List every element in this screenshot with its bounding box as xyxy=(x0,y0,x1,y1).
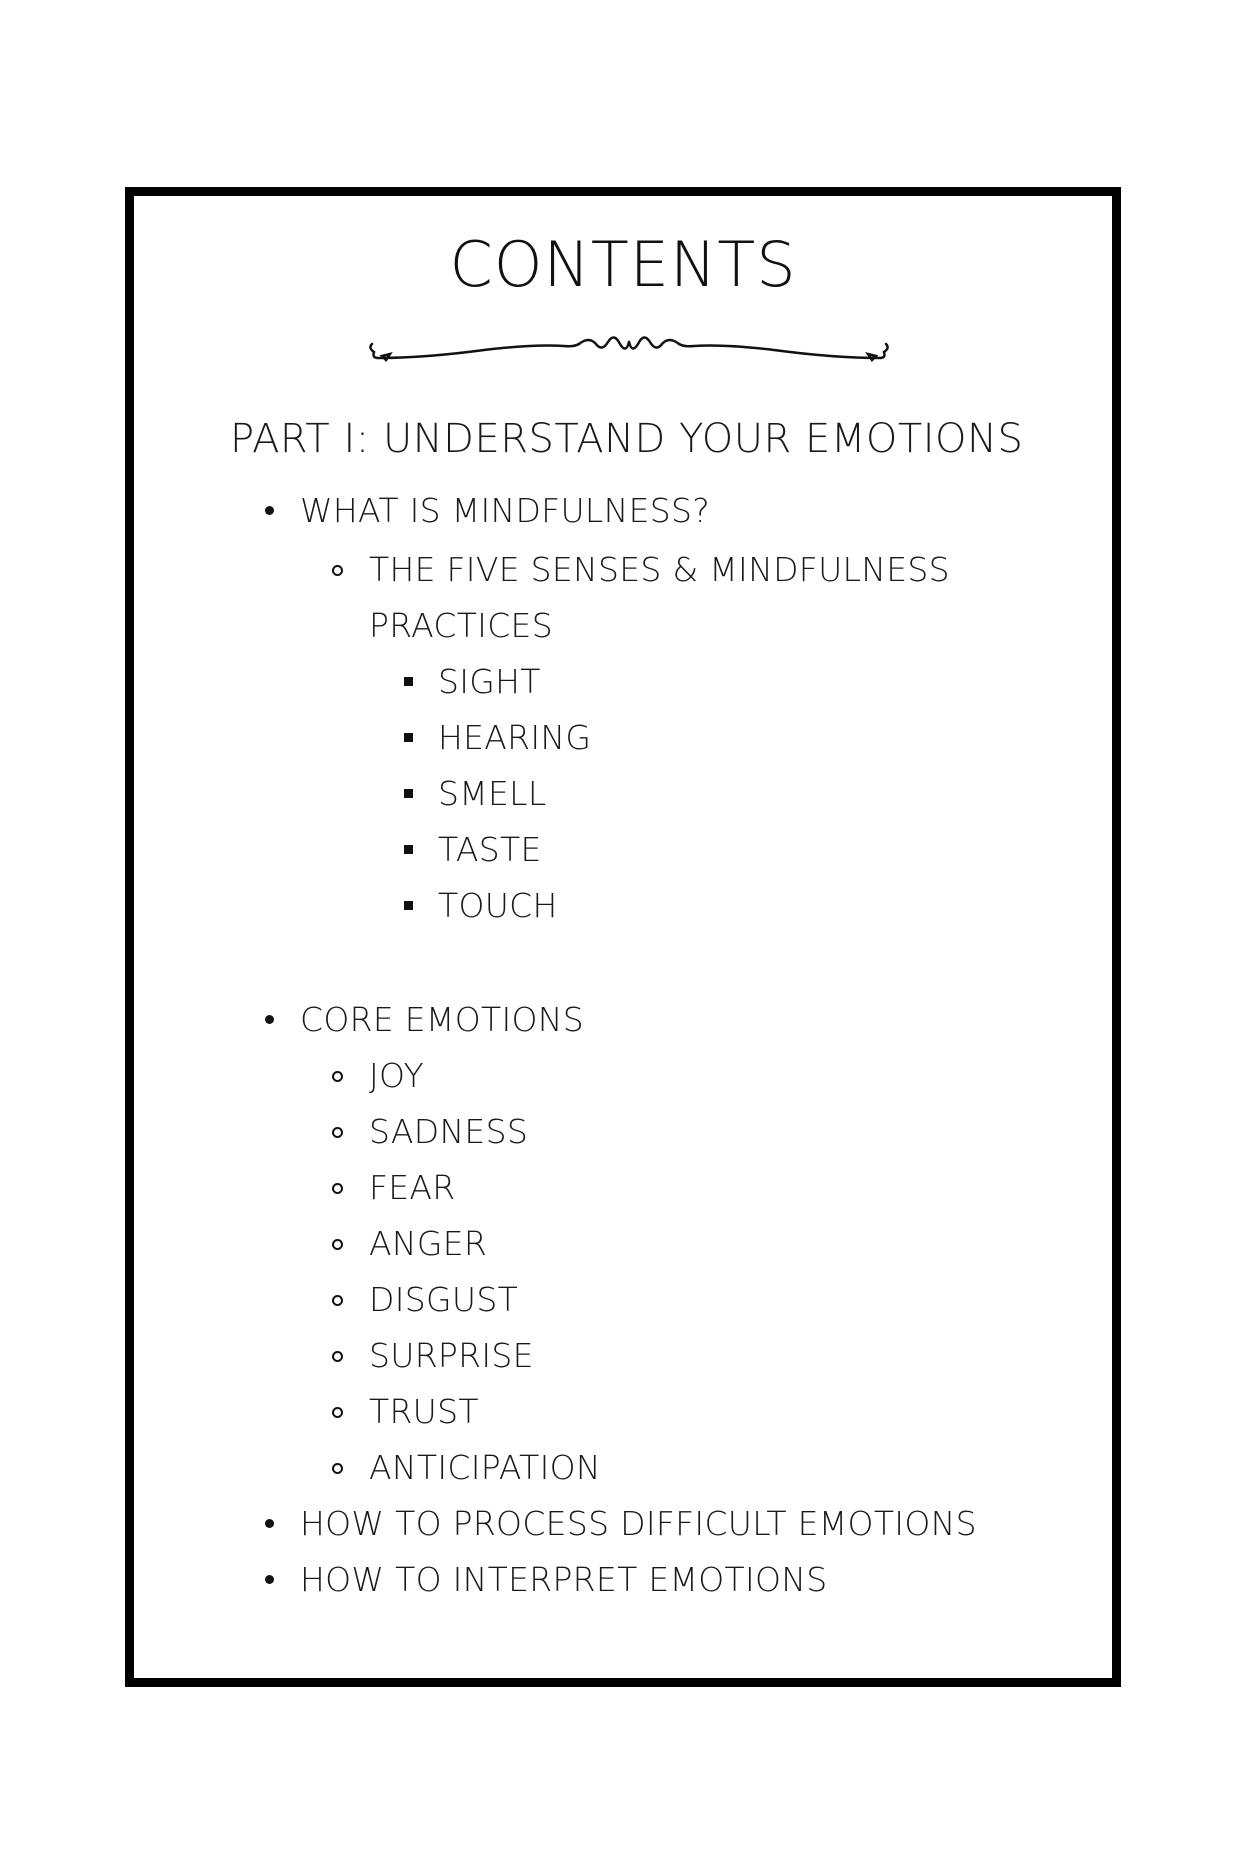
toc-item-level-1: CORE EMOTIONS xyxy=(300,1000,584,1039)
toc-item-level-2: ANTICIPATION xyxy=(369,1448,601,1487)
toc-item-level-3: TOUCH xyxy=(438,886,558,925)
circle-bullet-icon xyxy=(332,1407,343,1418)
toc-item-level-3: HEARING xyxy=(438,718,592,757)
disc-bullet-icon xyxy=(265,1519,274,1528)
toc-item-level-2: TRUST xyxy=(369,1392,479,1431)
circle-bullet-icon xyxy=(332,1351,343,1362)
toc-item-level-2: DISGUST xyxy=(369,1280,519,1319)
square-bullet-icon xyxy=(404,733,413,742)
toc-item-level-1: HOW TO INTERPRET EMOTIONS xyxy=(300,1560,828,1599)
disc-bullet-icon xyxy=(265,1015,274,1024)
square-bullet-icon xyxy=(404,845,413,854)
toc-item-level-2: JOY xyxy=(369,1056,424,1095)
toc-item-level-3: TASTE xyxy=(438,830,542,869)
square-bullet-icon xyxy=(404,677,413,686)
square-bullet-icon xyxy=(404,789,413,798)
toc-item-level-2: FEAR xyxy=(369,1168,456,1207)
circle-bullet-icon xyxy=(332,565,343,576)
toc-item-level-2: ANGER xyxy=(369,1224,488,1263)
circle-bullet-icon xyxy=(332,1239,343,1250)
toc-item-level-1: HOW TO PROCESS DIFFICULT EMOTIONS xyxy=(300,1504,977,1543)
toc-item-level-2: SURPRISE xyxy=(369,1336,534,1375)
toc-item-level-2: PRACTICES xyxy=(369,606,553,645)
contents-frame xyxy=(125,187,1121,1687)
disc-bullet-icon xyxy=(265,1575,274,1584)
toc-item-level-3: SIGHT xyxy=(438,662,541,701)
circle-bullet-icon xyxy=(332,1463,343,1474)
ornamental-divider-icon xyxy=(364,328,894,368)
toc-item-level-3: SMELL xyxy=(438,774,547,813)
circle-bullet-icon xyxy=(332,1071,343,1082)
toc-item-level-2: SADNESS xyxy=(369,1112,529,1151)
part-heading: PART I: UNDERSTAND YOUR EMOTIONS xyxy=(230,416,1024,462)
circle-bullet-icon xyxy=(332,1295,343,1306)
disc-bullet-icon xyxy=(265,506,274,515)
circle-bullet-icon xyxy=(332,1183,343,1194)
toc-item-level-1: WHAT IS MINDFULNESS? xyxy=(300,491,711,530)
page-title: CONTENTS xyxy=(449,228,797,301)
circle-bullet-icon xyxy=(332,1127,343,1138)
square-bullet-icon xyxy=(404,901,413,910)
toc-item-level-2: THE FIVE SENSES & MINDFULNESS xyxy=(369,550,950,589)
